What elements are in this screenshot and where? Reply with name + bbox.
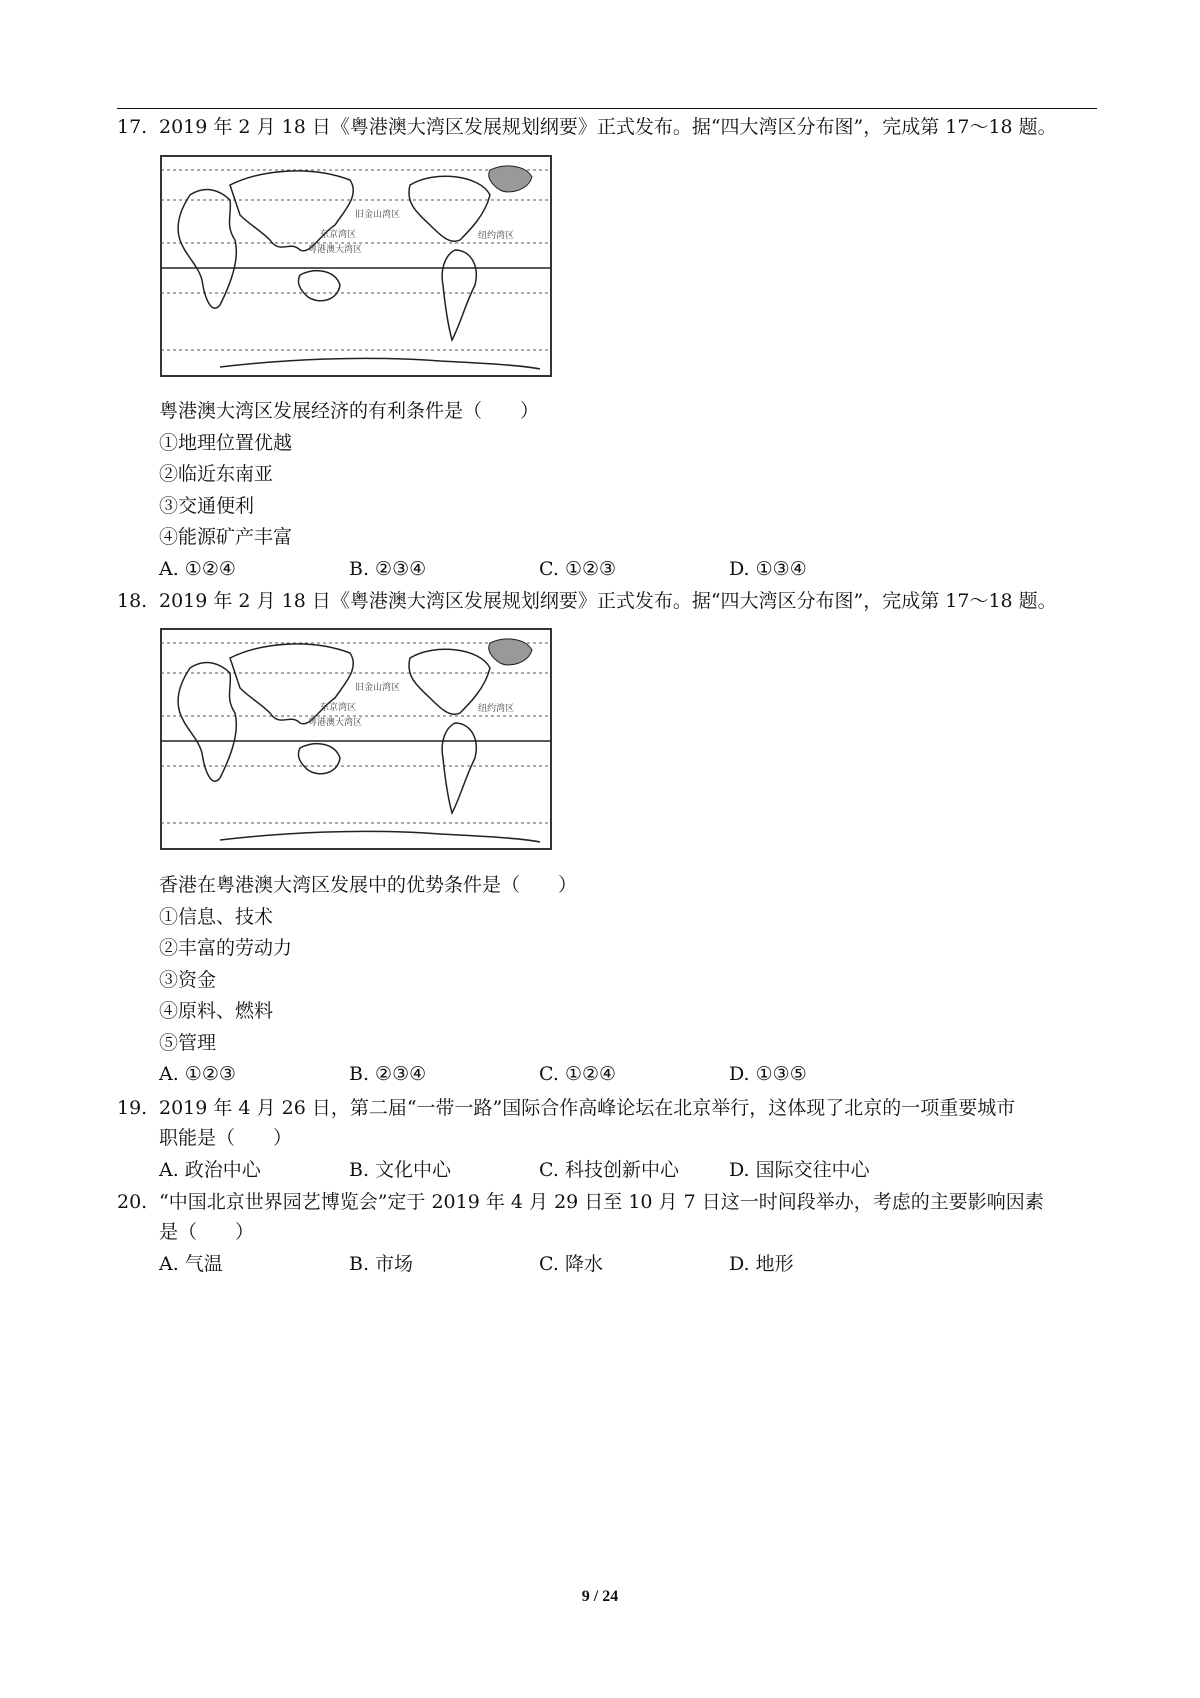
- option-b: B. ②③④: [349, 1063, 427, 1085]
- question-20: [117, 1187, 1102, 1280]
- question-stem: 2019 年 2 月 18 日《粤港澳大湾区发展规划纲要》正式发布。据“四大湾区分布图”，完成第 17～18 题。: [159, 590, 1057, 612]
- map-label-ny: 纽约湾区: [478, 704, 515, 714]
- world-map-bay-areas: [160, 155, 552, 377]
- question-prompt: 香港在粤港澳大湾区发展中的优势条件是（ ）: [159, 874, 578, 896]
- question-number: 18.: [117, 590, 148, 612]
- page-number: 9 / 24: [581, 1588, 619, 1605]
- map-label-tokyo: 东京湾区: [320, 230, 357, 240]
- list-item: ③资金: [159, 968, 217, 991]
- question-18: [117, 586, 1102, 616]
- list-item: ④原料、燃料: [159, 1000, 274, 1022]
- map-label-gba: 粤港澳大湾区: [308, 245, 363, 255]
- header-rule: [117, 108, 1097, 109]
- question-number: 20.: [117, 1191, 148, 1213]
- map-label-ny: 纽约湾区: [478, 231, 515, 241]
- option-b: B. 文化中心: [349, 1158, 452, 1181]
- list-item: ③交通便利: [159, 494, 255, 517]
- option-c: C. 科技创新中心: [539, 1158, 679, 1181]
- world-map-bay-areas: [160, 628, 552, 850]
- option-b: B. 市场: [349, 1252, 414, 1275]
- question-19: [117, 1093, 1102, 1186]
- question-stem: “中国北京世界园艺博览会”定于 2019 年 4 月 29 日至 10 月 7 日这一时间段举办，考虑的主要影响因素: [159, 1191, 1044, 1213]
- question-17: [117, 112, 1102, 142]
- question-17-body: [117, 396, 1102, 585]
- list-item: ④能源矿产丰富: [159, 526, 293, 548]
- list-item: ⑤管理: [159, 1031, 217, 1054]
- option-b: B. ②③④: [349, 557, 427, 580]
- question-number: 19.: [117, 1097, 148, 1119]
- option-d: D. ①③⑤: [729, 1063, 807, 1085]
- list-item: ②临近东南亚: [159, 463, 274, 485]
- map-label-sf: 旧金山湾区: [355, 210, 401, 220]
- answer-options: [159, 1249, 1102, 1281]
- question-stem: 2019 年 2 月 18 日《粤港澳大湾区发展规划纲要》正式发布。据“四大湾区分布图”，完成第 17～18 题。: [159, 116, 1057, 138]
- option-c: C. ①②③: [539, 557, 617, 580]
- answer-options: [159, 1059, 1102, 1091]
- option-c: C. ①②④: [539, 1063, 617, 1085]
- question-stem: 2019 年 4 月 26 日，第二届“一带一路”国际合作高峰论坛在北京举行，这体现了北京的一项重要城市: [159, 1097, 1016, 1119]
- map-label-tokyo: 东京湾区: [320, 703, 357, 713]
- question-stem-cont: 是（ ）: [159, 1221, 255, 1243]
- option-d: D. ①③④: [729, 557, 807, 580]
- list-item: ①信息、技术: [159, 905, 274, 928]
- question-18-body: [117, 870, 1102, 1091]
- map-label-gba: 粤港澳大湾区: [308, 718, 363, 728]
- question-prompt: 粤港澳大湾区发展经济的有利条件是（ ）: [159, 400, 540, 422]
- option-a: A. 政治中心: [159, 1158, 261, 1181]
- option-d: D. 地形: [729, 1252, 794, 1275]
- map-label-sf: 旧金山湾区: [355, 683, 401, 693]
- answer-options: [159, 1155, 1102, 1187]
- question-number: 17.: [117, 116, 148, 138]
- list-item: ②丰富的劳动力: [159, 937, 293, 959]
- list-item: ①地理位置优越: [159, 431, 293, 454]
- option-c: C. 降水: [539, 1252, 603, 1275]
- question-stem-cont: 职能是（ ）: [159, 1127, 293, 1149]
- option-d: D. 国际交往中心: [729, 1158, 870, 1181]
- option-a: A. ①②④: [159, 557, 236, 580]
- answer-options: [159, 554, 1102, 586]
- option-a: A. 气温: [159, 1252, 223, 1275]
- option-a: A. ①②③: [159, 1063, 236, 1085]
